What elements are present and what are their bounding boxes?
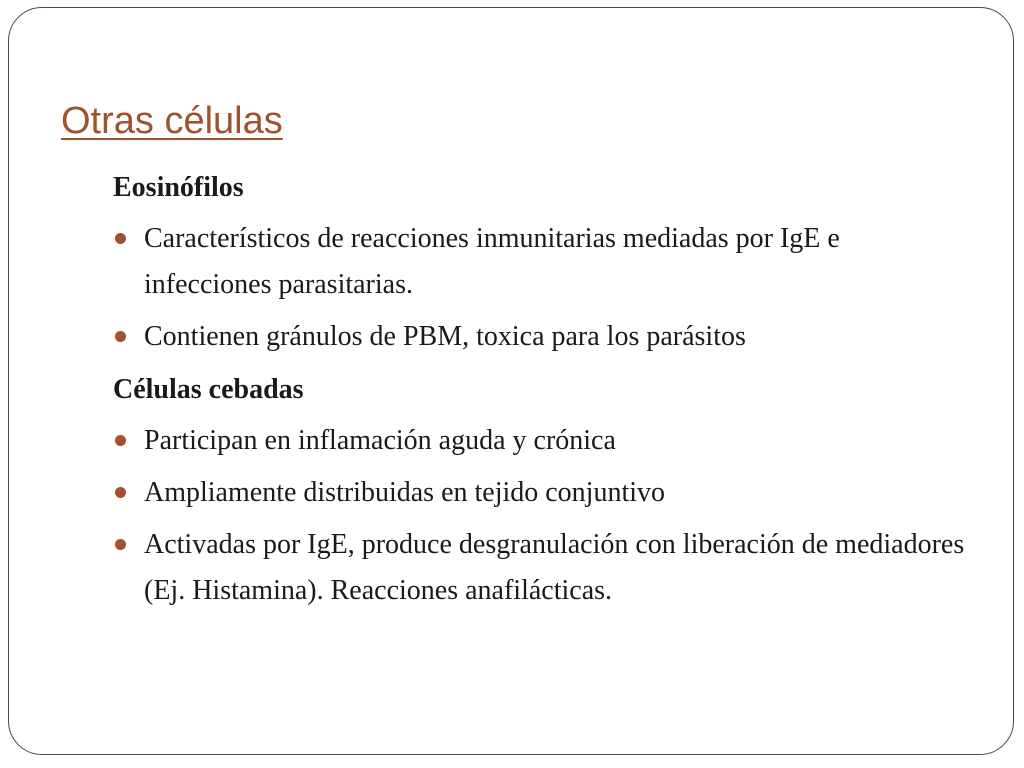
list-item [113, 522, 973, 614]
bullet-icon [115, 435, 126, 446]
list-item [113, 470, 973, 516]
section-heading-celulas-cebadas: Células cebadas [113, 374, 304, 405]
bullet-icon [115, 539, 126, 550]
bullet-text: Participan en inflamación aguda y crónica [144, 425, 616, 456]
bullet-text: Ampliamente distribuidas en tejido conjuntivo [144, 477, 666, 508]
list-item [113, 314, 973, 360]
bullet-list-celulas-cebadas [113, 418, 973, 614]
bullet-icon [115, 233, 126, 244]
bullet-list-eosinofilos [113, 216, 973, 360]
bullet-text: Característicos de reacciones inmunitarias mediadas por IgE e infecciones parasitarias. [144, 223, 840, 300]
bullet-text: Activadas por IgE, produce desgranulación con liberación de mediadores (Ej. Histamina). Reacciones anafilácticas. [144, 529, 965, 606]
slide-content [113, 168, 973, 624]
bullet-text: Contienen gránulos de PBM, toxica para los parásitos [144, 321, 746, 352]
list-item [113, 418, 973, 464]
slide-title: Otras células [61, 100, 283, 142]
bullet-icon [115, 331, 126, 342]
list-item [113, 216, 973, 308]
bullet-icon [115, 487, 126, 498]
section-heading-eosinofilos: Eosinófilos [113, 172, 244, 203]
